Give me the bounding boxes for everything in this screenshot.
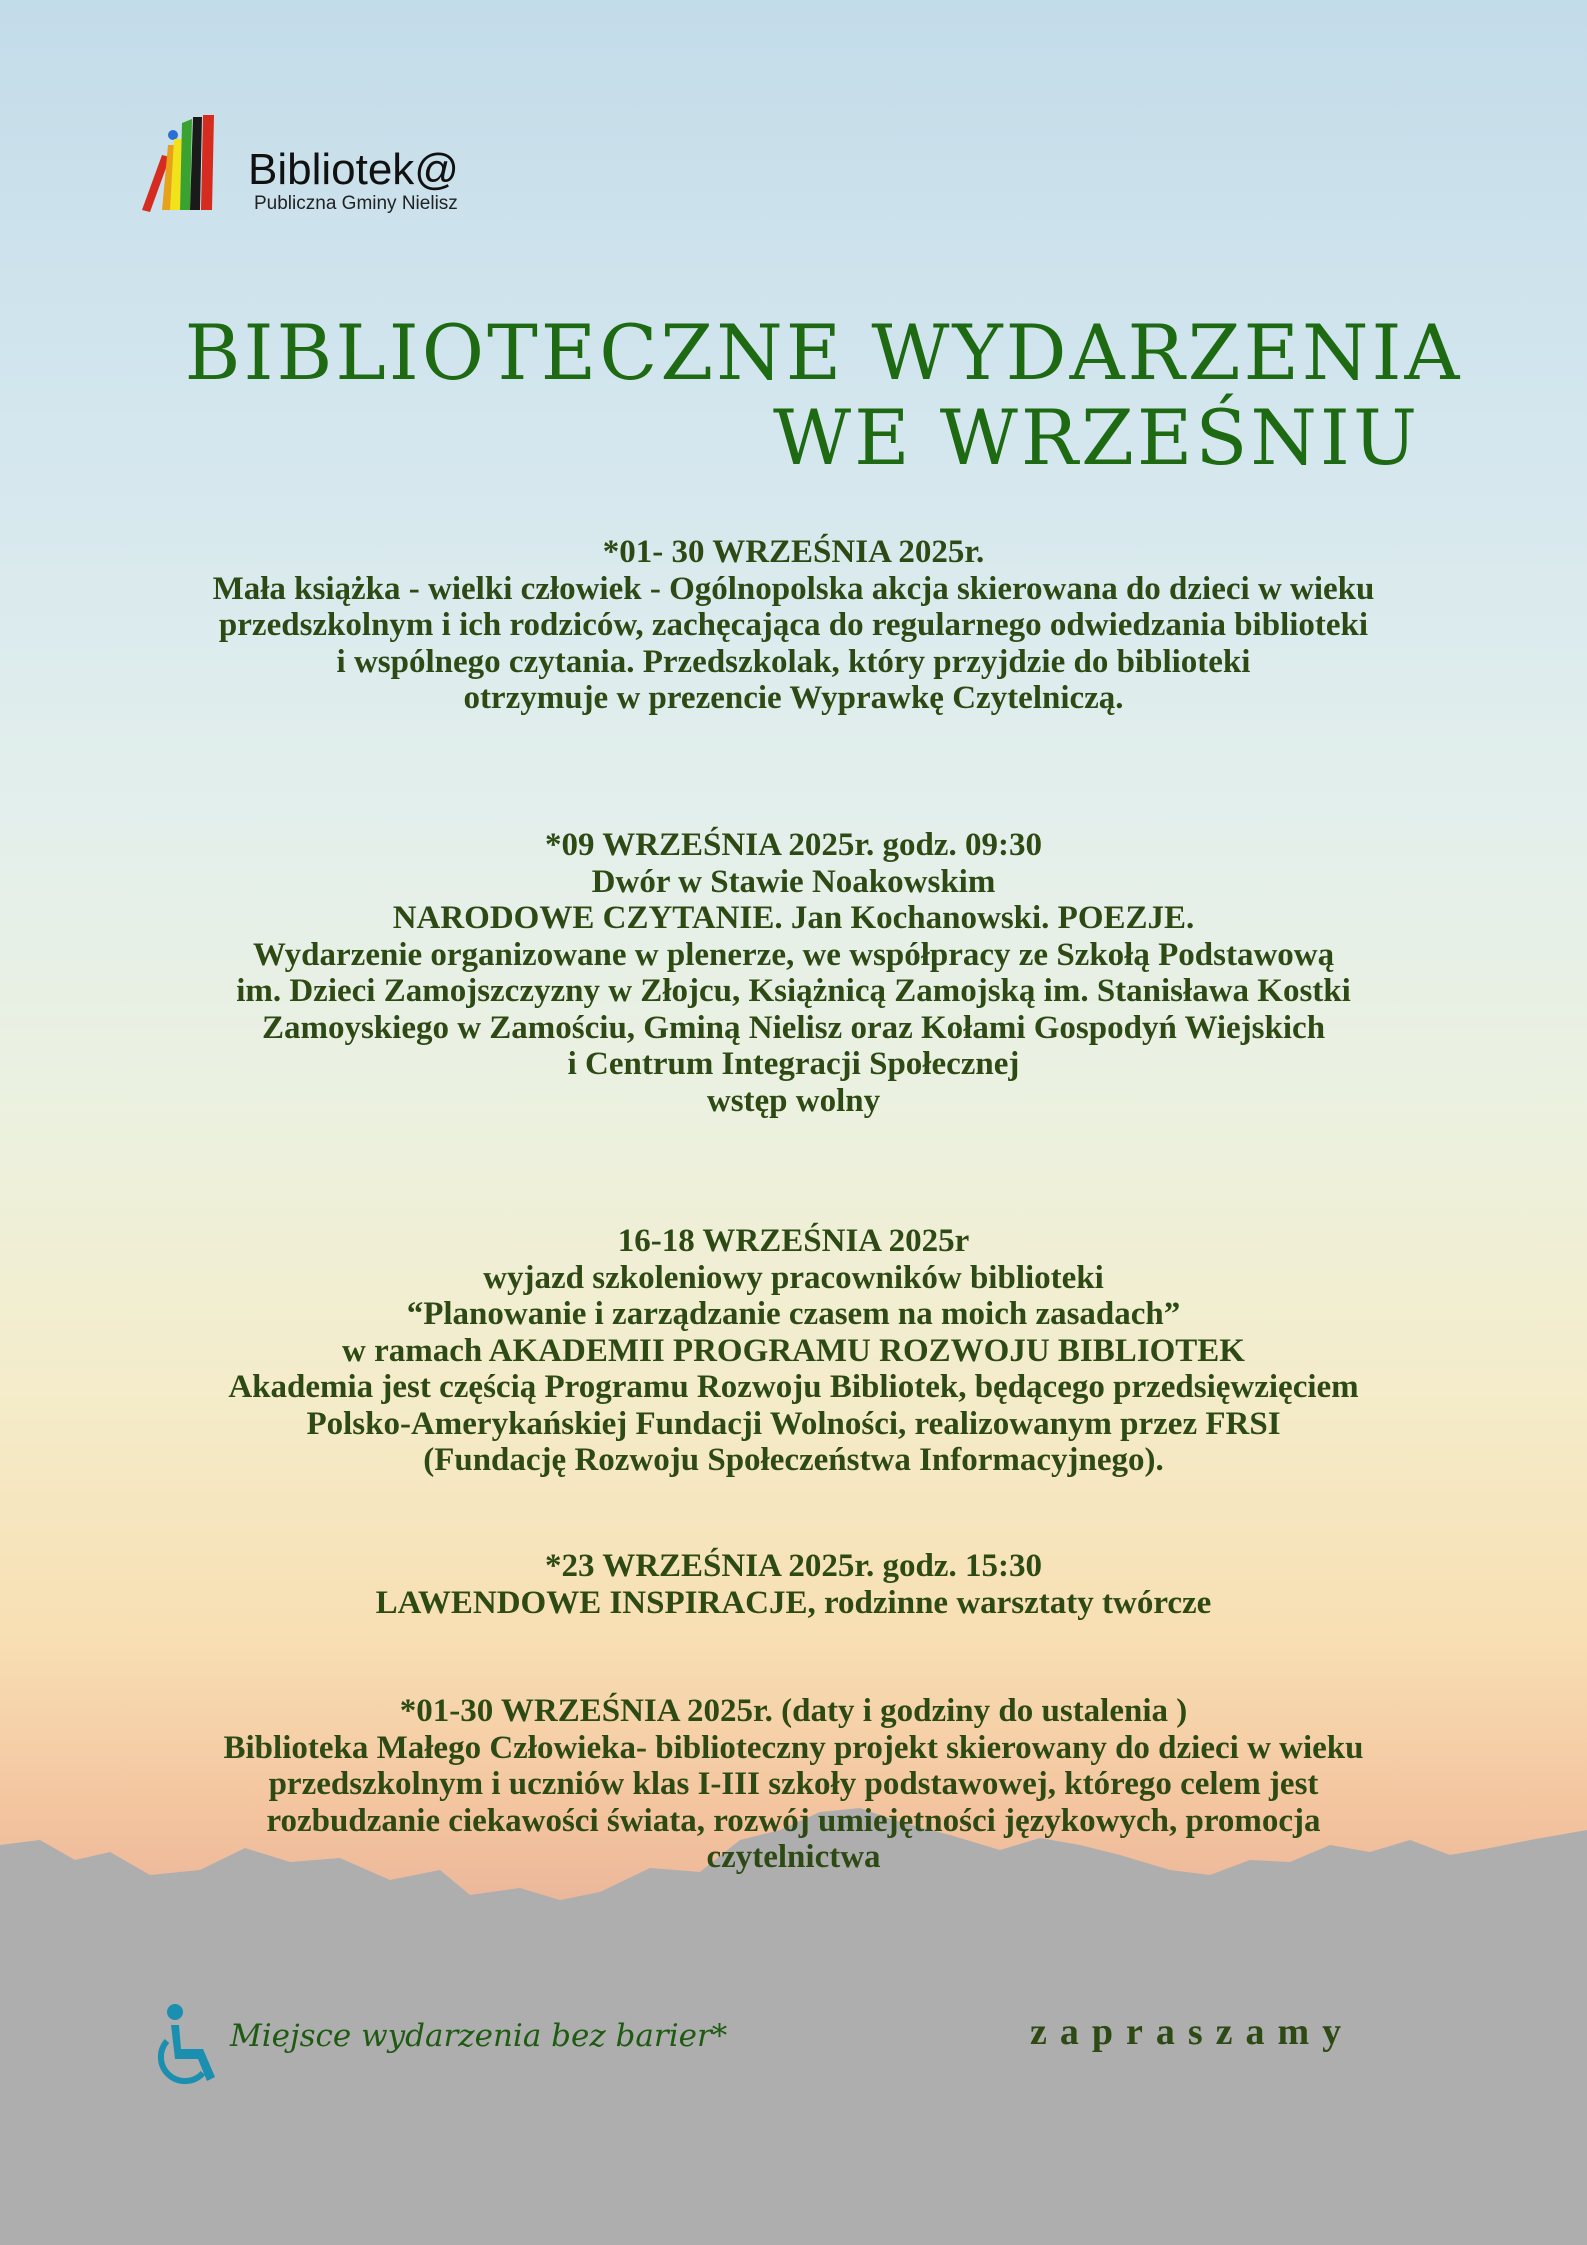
event-line: przedszkolnym i uczniów klas I-III szkoły podstawowej, którego celem jest [268, 1766, 1319, 1802]
event-block-5 [0, 1693, 1587, 1876]
event-line: czytelnictwa [706, 1839, 881, 1875]
event-line: Wydarzenie organizowane w plenerze, we współpracy ze Szkołą Podstawową [252, 936, 1335, 973]
event-line: wyjazd szkoleniowy pracowników biblioteki [483, 1259, 1104, 1296]
event-line: (Fundację Rozwoju Społeczeństwa Informacyjnego). [423, 1442, 1164, 1478]
wheelchair-icon [145, 2003, 235, 2093]
event-line: Mała książka - wielki człowiek - Ogólnopolska akcja skierowana do dzieci w wieku [212, 570, 1375, 607]
event-line: Biblioteka Małego Człowieka- biblioteczny projekt skierowany do dzieci w wieku [223, 1729, 1364, 1766]
event-line: otrzymuje w prezencie Wyprawkę Czytelniczą. [463, 680, 1124, 716]
library-logo [140, 115, 480, 225]
event-block-1 [0, 534, 1587, 717]
event-line: przedszkolnym i ich rodziców, zachęcająca do regularnego odwiedzania biblioteki [218, 607, 1369, 643]
event-line: Dwór w Stawie Noakowskim [591, 863, 996, 900]
event-date: *09 WRZEŚNIA 2025r. godz. 09:30 [545, 827, 1042, 863]
event-line: i Centrum Integracji Społecznej [567, 1046, 1020, 1082]
event-date: 16-18 WRZEŚNIA 2025r [617, 1223, 970, 1259]
event-line: w ramach AKADEMII PROGRAMU ROZWOJU BIBLIOTEK [342, 1332, 1245, 1369]
invite-text: zapraszamy [1030, 2011, 1355, 2053]
event-line: Akademia jest częścią Programu Rozwoju Bibliotek, będącego przedsięwzięciem [228, 1369, 1359, 1405]
accessibility-note: Miejsce wydarzenia bez barier* [230, 2018, 728, 2054]
event-line: wstęp wolny [706, 1082, 881, 1119]
event-date: *23 WRZEŚNIA 2025r. godz. 15:30 [545, 1548, 1042, 1584]
event-date: *01- 30 WRZEŚNIA 2025r. [602, 534, 985, 570]
event-block-2 [0, 827, 1587, 1119]
logo-title: Bibliotek@ [248, 145, 459, 194]
event-line: NARODOWE CZYTANIE. Jan Kochanowski. POEZJE. [392, 900, 1195, 936]
books-icon [140, 115, 250, 215]
logo-subtitle: Publiczna Gminy Nielisz [254, 193, 458, 214]
event-line: LAWENDOWE INSPIRACJE, rodzinne warsztaty twórcze [375, 1584, 1212, 1621]
event-line: i wspólnego czytania. Przedszkolak, który przyjdzie do biblioteki [336, 643, 1251, 680]
event-line: Zamoyskiego w Zamościu, Gminą Nielisz oraz Kołami Gospodyń Wiejskich [261, 1009, 1326, 1046]
event-line: rozbudzanie ciekawości świata, rozwój umiejętności językowych, promocja [266, 1802, 1321, 1839]
event-block-3 [0, 1223, 1587, 1479]
event-line: Polsko-Amerykańskiej Fundacji Wolności, realizowanym przez FRSI [306, 1405, 1281, 1442]
event-date: *01-30 WRZEŚNIA 2025r. (daty i godziny do ustalenia ) [399, 1693, 1188, 1729]
event-line: “Planowanie i zarządzanie czasem na moich zasadach” [406, 1296, 1181, 1332]
page-title-line2: WE WRZEŚNIU [772, 393, 1420, 482]
event-line: im. Dzieci Zamojszczyzny w Złojcu, Książnicą Zamojską im. Stanisława Kostki [236, 973, 1351, 1009]
event-block-4 [0, 1548, 1587, 1621]
page-title-line1: BIBLIOTECZNE WYDARZENIA [184, 308, 1463, 397]
